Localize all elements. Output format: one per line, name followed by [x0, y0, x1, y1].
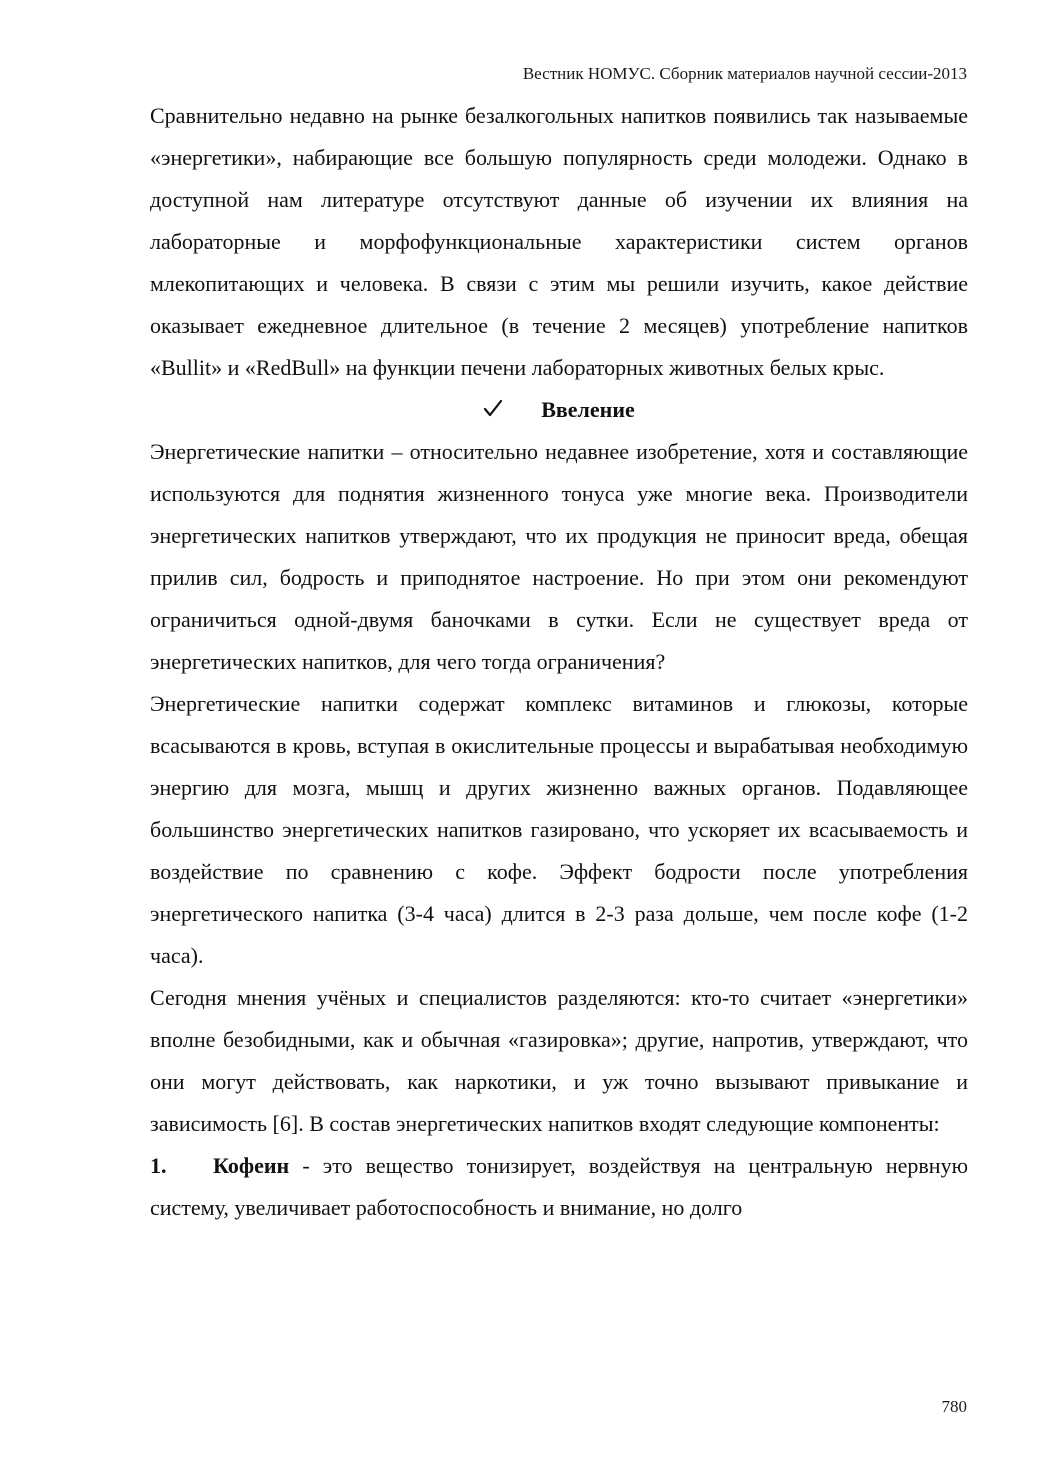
checkmark-icon: [483, 398, 503, 418]
page-number: 780: [941, 1397, 967, 1416]
section-heading: [150, 389, 968, 431]
paragraph: Энергетические напитки содержат комплекс витаминов и глюкозы, которые всасываются в кровь, вступая в окислительные процессы и вырабатывая необходимую энергию для мозга, мышц и других жизненно важных органов. Подавляющее большинство энергетических напитков газировано, что ускоряет их всасываемость и воздействие по сравнению с кофе. Эффект бодрости после употребления энергетического напитка (3-4 часа) длится в 2-3 раза дольше, чем после кофе (1-2 часа).: [150, 691, 968, 968]
list-item-term: Кофеин: [213, 1153, 290, 1178]
paragraph: Сегодня мнения учёных и специалистов разделяются: кто-то считает «энергетики» вполне безобидными, как и обычная «газировка»; другие, напротив, утверждают, что они могут действовать, как наркотики, и уж точно вызывают привыкание и зависимость [6]. В состав энергетических напитков входят следующие компоненты:: [150, 985, 968, 1136]
intro-paragraph: Сравнительно недавно на рынке безалкогольных напитков появились так называемые «энергетики», набирающие все большую популярность среди молодежи. Однако в доступной нам литературе отсутствуют данные об изучении их влияния на лабораторные и морфофункциональные характеристики систем органов млекопитающих и человека. В связи с этим мы решили изучить, какое действие оказывает ежедневное длительное (в течение 2 месяцев) употребление напитков «Bullit» и «RedBull» на функции печени лабораторных животных белых крыс.: [150, 103, 968, 380]
list-item-number: 1.: [150, 1153, 167, 1178]
paragraph: Энергетические напитки – относительно недавнее изобретение, хотя и составляющие используются для поднятия жизненного тонуса уже многие века. Производители энергетических напитков утверждают, что их продукция не приносит вреда, обещая прилив сил, бодрость и приподнятое настроение. Но при этом они рекомендуют ограничиться одной-двумя баночками в сутки. Если не существует вреда от энергетических напитков, для чего тогда ограничения?: [150, 439, 968, 674]
running-header: Вестник НОМУС. Сборник материалов научной сессии-2013: [522, 64, 967, 83]
section-heading-label: Ввеление: [541, 397, 635, 422]
list-item-text: - это вещество тонизирует, воздействуя на центральную нервную систему, увеличивает работоспособность и внимание, но долго: [150, 1153, 968, 1220]
body-text: [150, 95, 968, 1229]
list-item: [150, 1145, 968, 1229]
